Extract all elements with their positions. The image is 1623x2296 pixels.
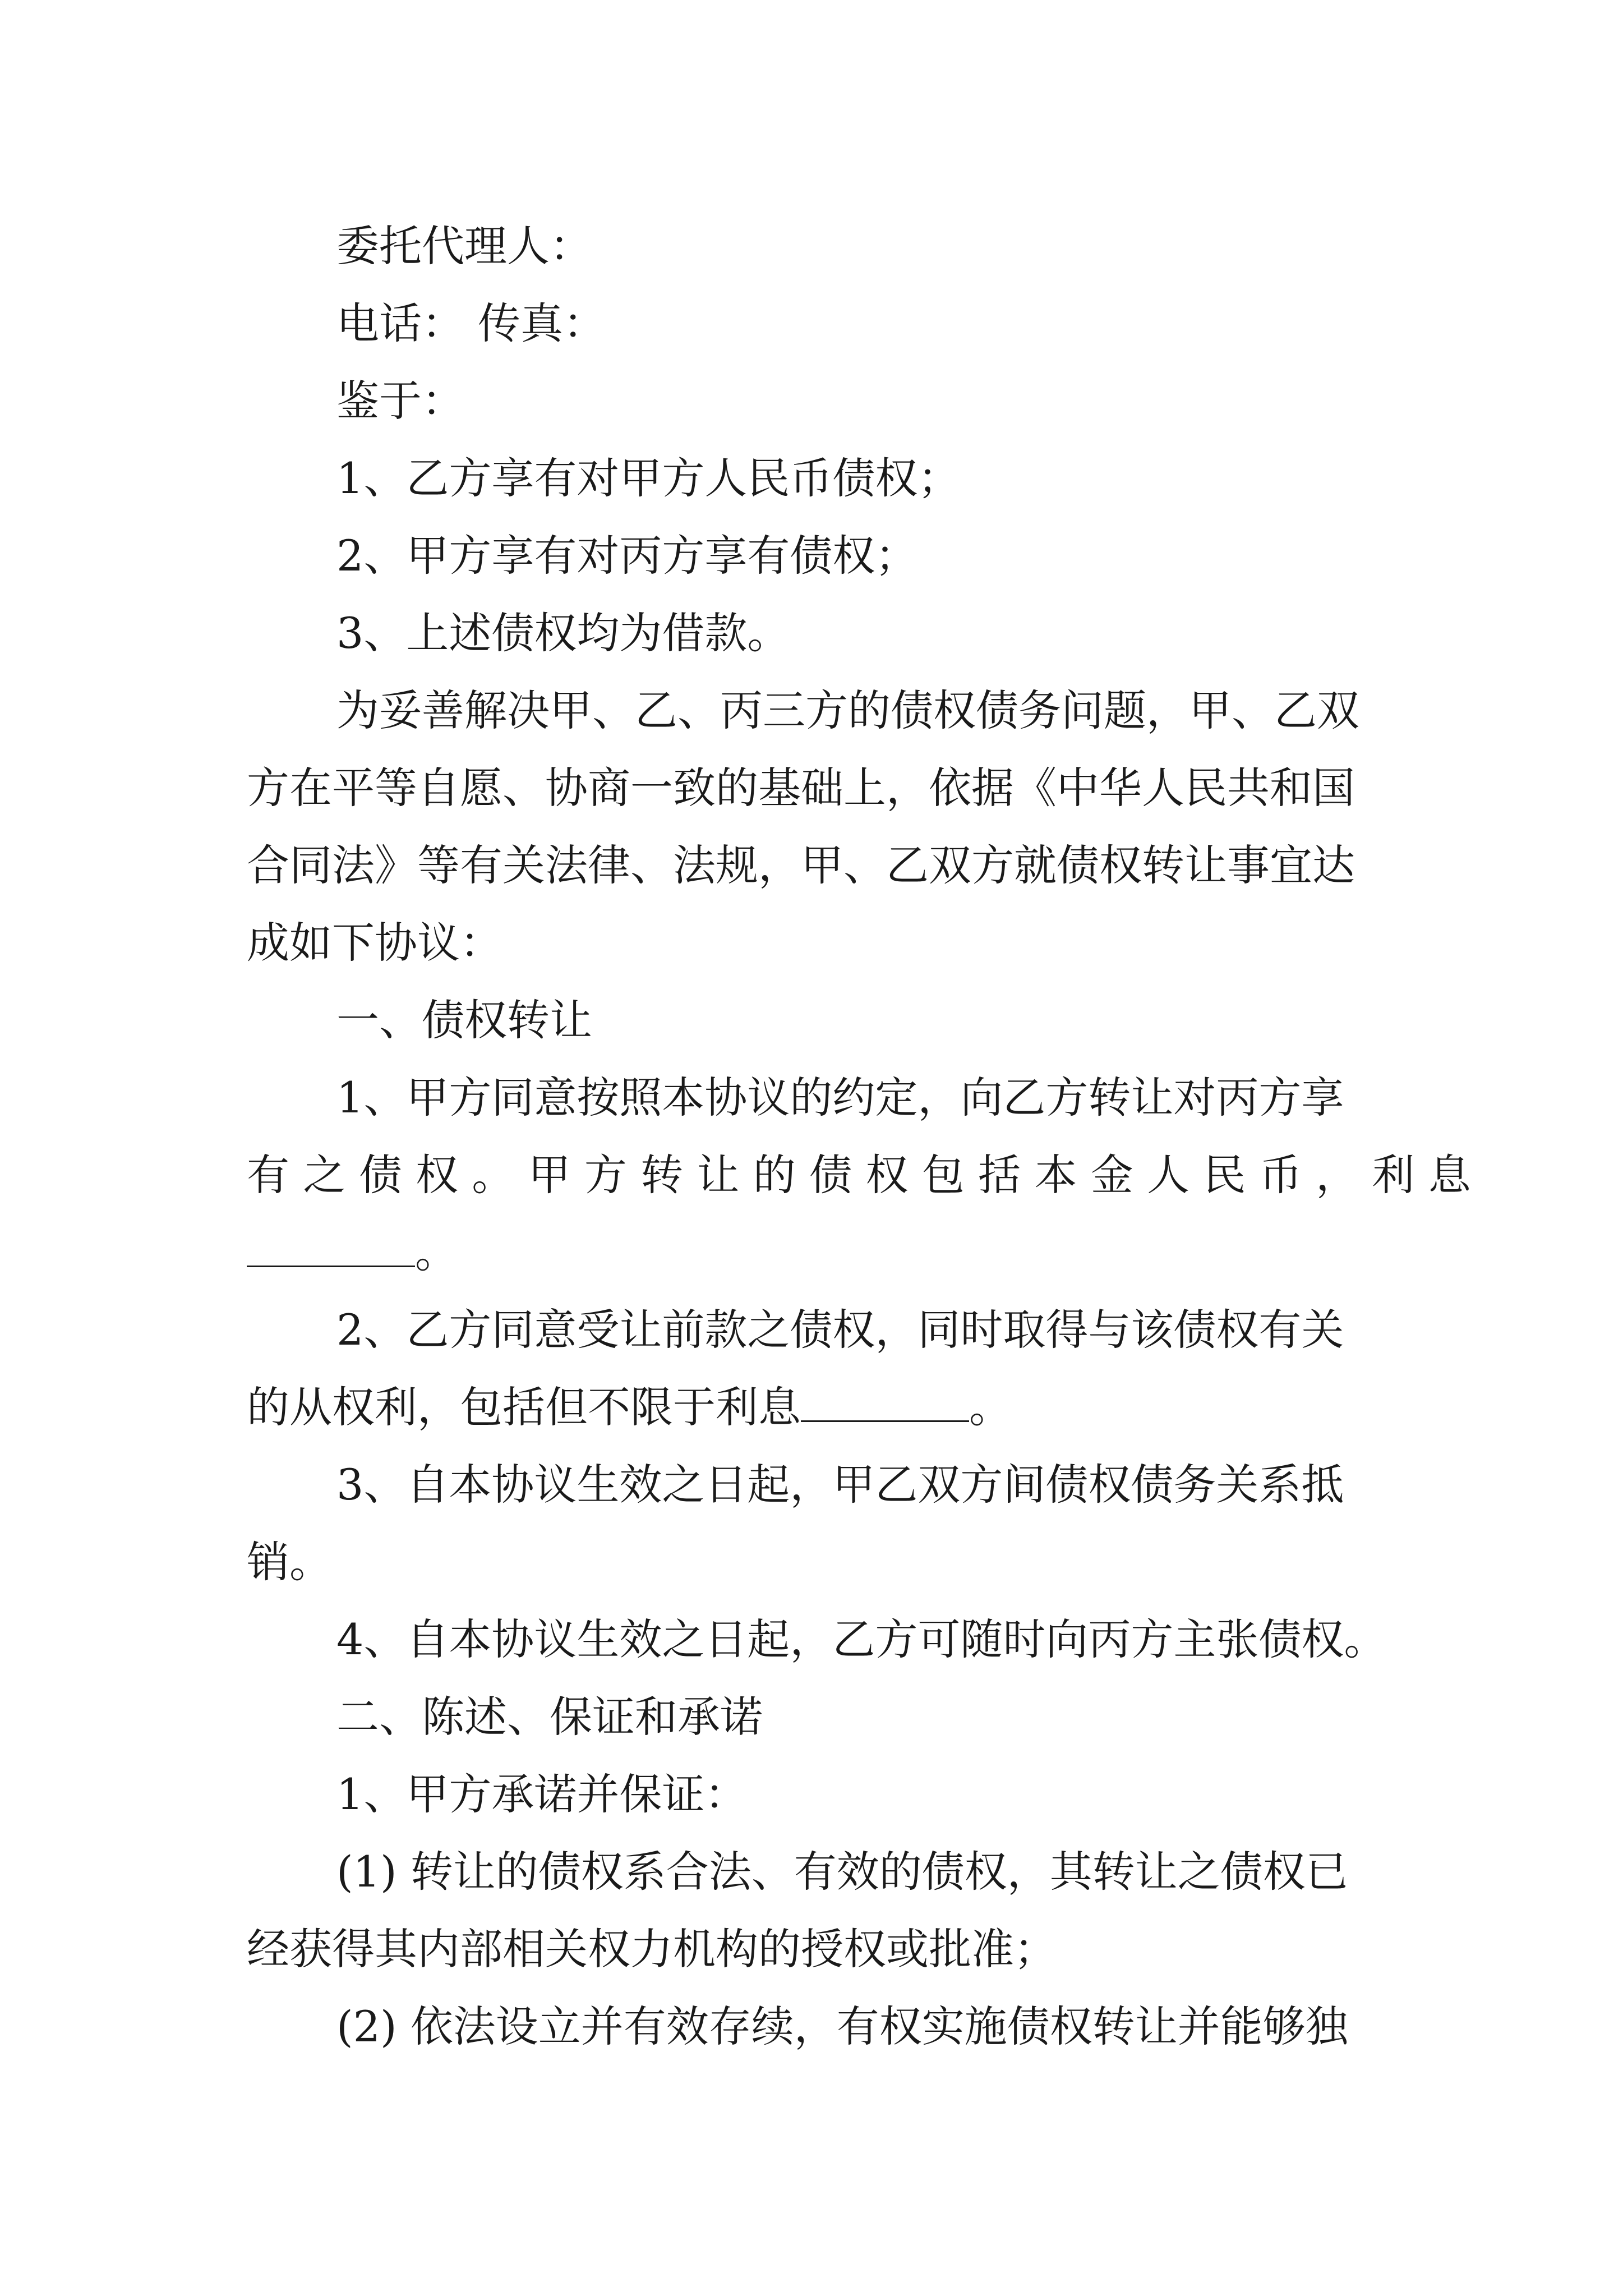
clause-1-line-3 — [247, 1214, 1391, 1291]
clause-1-line-2: 有之债权。甲方转让的债权包括本金人民币，利息 — [247, 1150, 1485, 1200]
clause-4-line: 4、自本协议生效之日起，乙方可随时向丙方主张债权。 — [336, 1614, 1387, 1664]
promise-1-heading: 1、甲方承诺并保证： — [336, 1769, 748, 1819]
clause-2-line-2-text: 的从权利，包括但不限于利息 — [247, 1382, 801, 1432]
promise-1a-line-2: 经获得其内部相关权力机构的授权或批准； — [247, 1924, 1057, 1974]
clause-2-line-1: 2、乙方同意受让前款之债权，同时取得与该债权有关 — [336, 1305, 1344, 1355]
intro-paragraph-line-3: 合同法》等有关法律、法规，甲、乙双方就债权转让事宜达 — [247, 840, 1355, 890]
whereas-item-2: 2、甲方享有对丙方享有债权； — [336, 531, 918, 581]
whereas-item-3: 3、上述债权均为借款。 — [336, 608, 790, 658]
clause-2-line-2 — [247, 1369, 1391, 1446]
intro-paragraph-line-2: 方在平等自愿、协商一致的基础上，依据《中华人民共和国 — [247, 763, 1355, 813]
clause-1-end-mark: 。 — [415, 1227, 458, 1277]
promise-1a-line-1: (1) 转让的债权系合法、有效的债权，其转让之债权已 — [336, 1847, 1348, 1897]
clause-1-line-1: 1、甲方同意按照本协议的约定，向乙方转让对丙方享 — [336, 1073, 1344, 1122]
intro-paragraph-line-4: 成如下协议： — [247, 918, 502, 968]
document-body — [247, 208, 1485, 2065]
agent-line: 委托代理人： — [336, 221, 592, 271]
interest-blank-2 — [801, 1387, 969, 1422]
clause-3-line-1: 3、自本协议生效之日起，甲乙双方间债权债务关系抵 — [336, 1460, 1344, 1510]
section-2-title: 二、陈述、保证和承诺 — [336, 1692, 763, 1742]
section-1-title: 一、债权转让 — [336, 995, 592, 1045]
whereas-heading: 鉴于： — [336, 376, 464, 426]
interest-blank-1 — [247, 1232, 415, 1267]
phone-fax-line: 电话： 传真： — [336, 298, 606, 348]
whereas-item-1: 1、乙方享有对甲方人民币债权； — [336, 453, 961, 503]
promise-1b-line-1: (2) 依法设立并有效存续，有权实施债权转让并能够独 — [336, 2001, 1348, 2051]
clause-3-line-2: 销。 — [247, 1537, 332, 1587]
intro-paragraph-line-1: 为妥善解决甲、乙、丙三方的债权债务问题，甲、乙双 — [336, 685, 1359, 735]
clause-2-end-mark: 。 — [969, 1382, 1012, 1432]
